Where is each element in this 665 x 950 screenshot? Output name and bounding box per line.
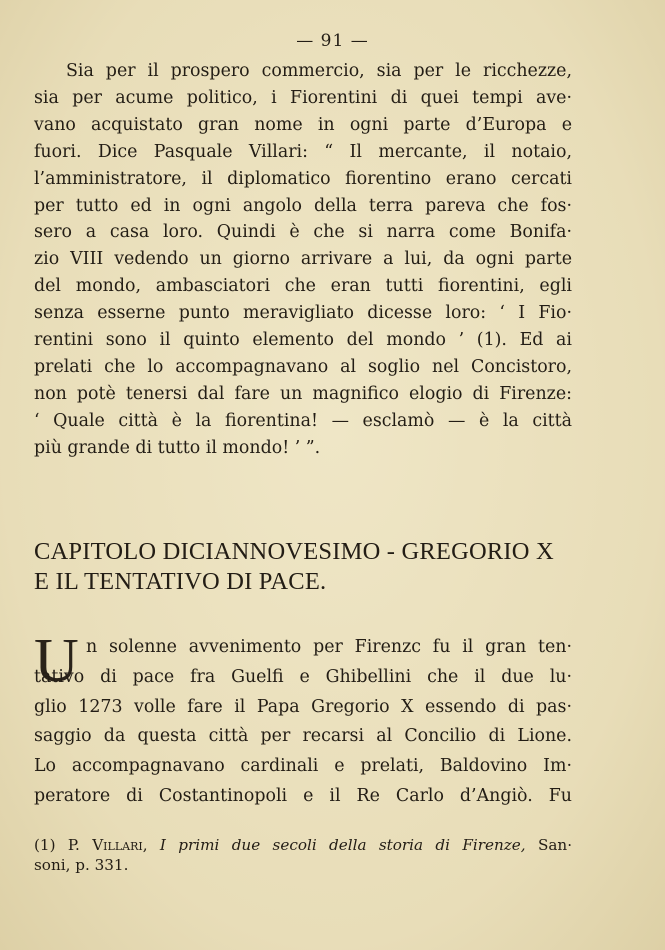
text-line: sia per acume politico, i Fiorentini di quei tempi ave·	[34, 87, 572, 108]
text-line: peratore di Costantinopoli e il Re Carlo d’Angiò. Fu	[34, 785, 572, 806]
page-number: — 91 —	[296, 31, 369, 51]
text-line: Sia per il prospero commercio, sia per le ricchezze,	[66, 61, 572, 81]
footnote-line: soni, p. 331.	[34, 855, 129, 874]
text-line: glio 1273 volle fare il Papa Gregorio X essendo di pas·	[34, 696, 572, 717]
footnote	[34, 836, 572, 875]
text-line: per tutto ed in ogni angolo della terra pareva che fos·	[34, 195, 572, 216]
text-line: senza esserne punto meravigliato dicesse loro: ‘ I Fio·	[34, 303, 572, 324]
footnote-title: I primi due secoli della storia di Firenze,	[159, 836, 526, 854]
text-line: prelati che lo accompagnavano al soglio nel Concistoro,	[34, 356, 572, 377]
text-line: più grande di tutto il mondo! ’ ”.	[34, 437, 321, 458]
chapter-title	[34, 537, 594, 597]
text-line: zio VIII vedendo un giorno arrivare a lui, da ogni parte	[34, 249, 572, 270]
text-line: saggio da questa città per recarsi al Concilio di Lione.	[34, 726, 572, 747]
text-line: n solenne avvenimento per Firenzc fu il gran ten·	[86, 637, 572, 657]
text-line: rentini sono il quinto elemento del mondo ’ (1). Ed ai	[34, 330, 572, 351]
footnote-line	[34, 836, 572, 856]
text-line: tativo di pace fra Guelfi e Ghibellini che il due lu·	[34, 666, 572, 687]
text-line: Lo accompagnavano cardinali e prelati, Baldovino Im·	[34, 756, 572, 777]
footnote-marker: (1) P.	[34, 836, 80, 854]
paragraph-villari-quote	[34, 58, 572, 462]
text-line: ‘ Quale città è la fiorentina! — esclamò — è la città	[34, 410, 572, 431]
text-line: fuori. Dice Pasquale Villari: “ Il mercante, il notaio,	[34, 141, 572, 162]
footnote-author: Villari,	[92, 836, 148, 854]
text-line: vano acquistato gran nome in ogni parte d’Europa e	[34, 114, 572, 135]
text-line: l’amministratore, il diplomatico fiorentino erano cercati	[34, 168, 572, 189]
footnote-publisher: San·	[537, 836, 573, 854]
drop-cap: U	[34, 627, 79, 695]
chapter-title-line: E IL TENTATIVO DI PACE.	[34, 568, 327, 595]
text-line: del mondo, ambasciatori che eran tutti fiorentini, egli	[34, 276, 572, 297]
text-line: sero a casa loro. Quindi è che si narra come Bonifa·	[34, 222, 572, 243]
paragraph-gregorio	[34, 633, 572, 812]
chapter-title-line: CAPITOLO DICIANNOVESIMO - GREGORIO X	[34, 538, 554, 565]
text-line: non potè tenersi dal fare un magnifico elogio di Firenze:	[34, 383, 572, 404]
